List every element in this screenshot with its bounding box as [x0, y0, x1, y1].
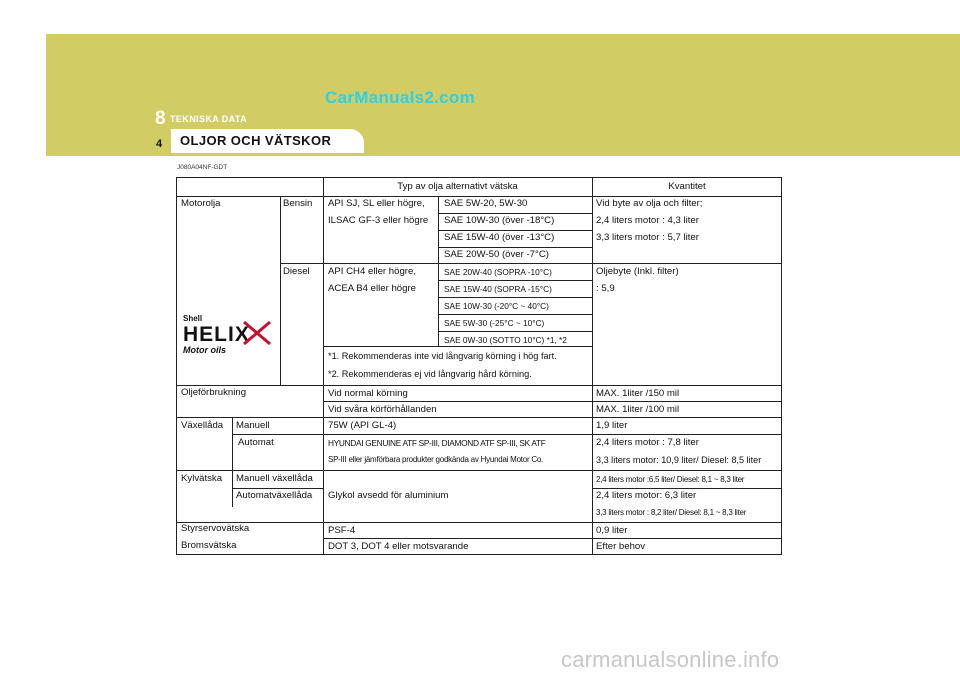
row-line-kylvatska — [176, 470, 782, 471]
diesel-qty-1: Oljebyte (Inkl. filter) — [596, 266, 679, 277]
row-line-oljef-2 — [323, 401, 782, 402]
label-oljeforbrukning: Oljeförbrukning — [181, 387, 247, 398]
note-2: *2. Rekommenderas ej vid långvarig hård körning. — [328, 369, 532, 379]
bensin-spec-2: ILSAC GF-3 eller högre — [328, 215, 429, 226]
kyl-automat-qty-1: 2,4 liters motor: 6,3 liter — [596, 490, 697, 501]
label-vaxellada: Växellåda — [181, 420, 224, 431]
row-line-oil-2 — [438, 230, 592, 231]
bensin-qty-3: 3,3 liters motor : 5,7 liter — [596, 232, 699, 243]
label-kyl-manuell: Manuell växellåda — [236, 473, 313, 484]
broms-type: DOT 3, DOT 4 eller motsvarande — [328, 541, 469, 552]
bensin-oil-1: SAE 5W-20, 5W-30 — [444, 198, 528, 209]
bensin-qty-2: 2,4 liters motor : 4,3 liter — [596, 215, 699, 226]
bensin-qty-1: Vid byte av olja och filter; — [596, 198, 703, 209]
label-styrservo: Styrservovätska — [181, 523, 250, 534]
label-kyl-automat: Automatväxellåda — [236, 490, 313, 501]
diesel-oil-1: SAE 20W-40 (SOPRA -10°C) — [444, 267, 552, 277]
col-divider-qty — [592, 177, 593, 555]
table-border-top — [176, 177, 782, 178]
document-code: J080A04NF-GDT — [177, 164, 228, 171]
row-line-diesel — [280, 263, 782, 264]
diesel-spec-2: ACEA B4 eller högre — [328, 283, 416, 294]
col-header-qty: Kvantitet — [668, 181, 706, 192]
diesel-oil-2: SAE 15W-40 (SOPRA -15°C) — [444, 284, 552, 294]
row-line-oil-7 — [438, 314, 592, 315]
label-motorolja: Motorolja — [181, 198, 221, 209]
row-line-notes — [323, 346, 592, 347]
diesel-spec-1: API CH4 eller högre, — [328, 266, 416, 277]
label-bensin: Bensin — [283, 198, 313, 209]
row-line-oil-8 — [438, 331, 592, 332]
note-1: *1. Rekommenderas inte vid långvarig körning i hög fart. — [328, 351, 557, 361]
logo-name: HELIX — [183, 323, 250, 346]
bensin-oil-4: SAE 20W-50 (över -7°C) — [444, 249, 549, 260]
chapter-number: 8 — [155, 108, 166, 129]
shell-helix-logo — [182, 308, 274, 356]
kyl-type: Glykol avsedd för aluminium — [328, 490, 449, 501]
automat-type-1: HYUNDAI GENUINE ATF SP-III, DIAMOND ATF SP-III, SK ATF — [328, 438, 546, 448]
kyl-automat-qty-2: 3,3 liters motor : 8,2 liter/ Diesel: 8,1 ~ 8,3 liter — [596, 508, 747, 517]
oljef-type-1: Vid normal körning — [328, 388, 408, 399]
bensin-oil-3: SAE 15W-40 (över -13°C) — [444, 232, 555, 243]
table-border-right — [781, 177, 782, 555]
footer-site: carmanualsonline.info — [561, 647, 780, 672]
oljef-qty-1: MAX. 1liter /150 mil — [596, 388, 680, 399]
kyl-manuell-qty: 2,4 liters motor :6,5 liter/ Diesel: 8,1 ~ 8,3 liter — [596, 475, 745, 484]
oljef-type-2: Vid svåra körförhållanden — [328, 404, 437, 415]
row-line-oil-5 — [438, 280, 592, 281]
watermark-text: CarManuals2.com — [325, 88, 475, 107]
diesel-qty-2: : 5,9 — [596, 283, 615, 294]
bensin-spec-1: API SJ, SL eller högre, — [328, 198, 425, 209]
diesel-oil-5: SAE 0W-30 (SOTTO 10°C) *1, *2 — [444, 335, 567, 345]
styrservo-qty: 0,9 liter — [596, 525, 628, 536]
automat-type-2: SP-III eller jämförbara produkter godkända av Hyundai Motor Co. — [328, 455, 544, 464]
manuell-qty: 1,9 liter — [596, 420, 628, 431]
col-header-type: Typ av olja alternativt vätska — [397, 181, 518, 192]
col-divider-type — [323, 177, 324, 555]
label-diesel: Diesel — [283, 266, 310, 277]
row-line-kyl-qty — [592, 488, 782, 489]
row-line-oljef — [176, 385, 782, 386]
table-border-left — [176, 177, 177, 555]
diesel-oil-3: SAE 10W-30 (-20°C ~ 40°C) — [444, 301, 549, 311]
label-manuell: Manuell — [236, 420, 270, 431]
oljef-qty-2: MAX. 1liter /100 mil — [596, 404, 680, 415]
row-line-styrservo — [176, 522, 782, 523]
label-kylvatska: Kylvätska — [181, 473, 223, 484]
automat-qty-1: 2,4 liters motor : 7,8 liter — [596, 437, 699, 448]
styrservo-type: PSF-4 — [328, 525, 356, 536]
automat-qty-2: 3,3 liters motor: 10,9 liter/ Diesel: 8,5 liter — [596, 455, 762, 465]
col-divider-sub — [232, 417, 233, 507]
page-number: 4 — [156, 138, 163, 150]
table-border-bottom — [176, 554, 782, 555]
oil-fluid-table — [176, 177, 782, 555]
section-title: OLJOR OCH VÄTSKOR — [180, 133, 332, 148]
row-line-automat — [232, 434, 782, 435]
logo-sub: Motor oils — [183, 345, 226, 355]
row-line-oil-6 — [438, 297, 592, 298]
row-line-kyl-automat — [232, 488, 323, 489]
row-line-vaxellada — [176, 417, 782, 418]
broms-qty: Efter behov — [596, 541, 646, 552]
label-broms: Bromsvätska — [181, 540, 237, 551]
row-line-header — [176, 196, 782, 197]
manuell-type: 75W (API GL-4) — [328, 420, 397, 431]
row-line-broms — [323, 538, 782, 539]
row-line-oil-3 — [438, 247, 592, 248]
row-line-oil-1 — [438, 213, 592, 214]
col-divider-fuel — [280, 196, 281, 385]
label-automat: Automat — [238, 437, 274, 448]
diesel-oil-4: SAE 5W-30 (-25°C ~ 10°C) — [444, 318, 545, 328]
chapter-title: TEKNISKA DATA — [170, 114, 248, 124]
col-divider-oils — [438, 196, 439, 346]
bensin-oil-2: SAE 10W-30 (över -18°C) — [444, 215, 555, 226]
logo-brand: Shell — [183, 314, 203, 323]
